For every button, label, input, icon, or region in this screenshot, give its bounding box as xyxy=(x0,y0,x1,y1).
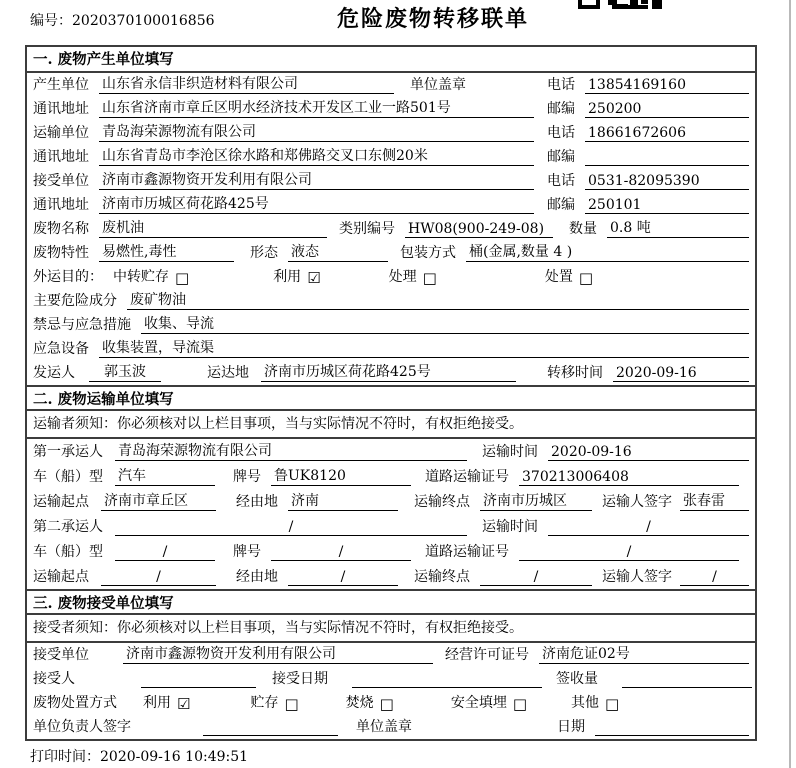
phone3-label: 电话 xyxy=(547,173,575,189)
utilize-label: 利用 xyxy=(273,269,302,285)
generator-label: 产生单位 xyxy=(33,77,89,93)
license-label: 经营许可证号 xyxy=(445,647,529,663)
hazard-component-label: 主要危险成分 xyxy=(33,293,117,309)
row-generator xyxy=(27,73,755,97)
transporter-value: 青岛海荣源物流有限公司 xyxy=(99,121,534,142)
row-outbound-purpose xyxy=(27,265,755,289)
disposal-utilize-checkbox-checked: ☑ xyxy=(177,695,191,713)
address2-value: 山东省青岛市李沧区徐水路和郑佛路交叉口东侧20米 xyxy=(99,145,534,166)
row-vehicle1 xyxy=(27,464,755,489)
via1-value: 济南 xyxy=(288,490,398,511)
row-receiver xyxy=(27,169,755,193)
zip3-label: 邮编 xyxy=(547,197,575,213)
address3-value: 济南市历城区荷花路425号 xyxy=(99,193,534,214)
zip1-value: 250200 xyxy=(585,101,749,118)
disposal-option-landfill xyxy=(451,692,527,712)
plate1-value: 鲁UK8120 xyxy=(271,465,411,486)
via1-label: 经由地 xyxy=(236,494,278,510)
row-receiving-unit xyxy=(27,643,755,667)
address2-label: 通讯地址 xyxy=(33,149,89,165)
disposal-other-checkbox: □ xyxy=(605,695,620,713)
row-hazard-component xyxy=(27,289,755,313)
transport-time2-value: / xyxy=(548,519,749,536)
row-disposal-method xyxy=(27,691,755,715)
print-time-label: 打印时间： xyxy=(30,749,100,765)
origin2-value: / xyxy=(101,569,216,586)
plate2-label: 牌号 xyxy=(233,544,261,560)
disposal-method-label: 废物处置方式 xyxy=(33,695,117,711)
row-shipper xyxy=(27,361,755,385)
row-waste-character xyxy=(27,241,755,265)
receiver-notice: 接受者须知：你必须核对以上栏目事项，当与实际情况不符时，有权拒绝接受。 xyxy=(27,615,755,643)
disposal-landfill-checkbox: □ xyxy=(512,695,528,713)
row-transporter-address xyxy=(27,145,755,169)
qr-code-fragment xyxy=(578,0,662,9)
quantity-value: 0.8 吨 xyxy=(607,217,749,238)
address3-label: 通讯地址 xyxy=(33,197,89,213)
disposal-incinerate-label: 焚烧 xyxy=(345,695,374,711)
form-state-label: 形态 xyxy=(250,245,278,261)
disposal-option-storage xyxy=(250,692,298,712)
vehicle-type2-value: / xyxy=(115,544,215,561)
emergency-equipment-label: 应急设备 xyxy=(33,341,89,357)
unit-seal2-label: 单位盖章 xyxy=(356,719,412,735)
purpose-label: 外运目的： xyxy=(33,269,103,285)
vehicle-type1-value: 汽车 xyxy=(115,465,215,486)
first-carrier-label: 第一承运人 xyxy=(33,444,103,460)
phone2-value: 18661672606 xyxy=(585,125,749,142)
row-route2 xyxy=(27,564,755,589)
document-header xyxy=(0,0,796,45)
waste-name-value: 废机油 xyxy=(99,217,327,238)
receive-date-value xyxy=(352,671,542,688)
unit-signer-label: 单位负责人签字 xyxy=(33,719,131,735)
disposal-option-other xyxy=(571,692,619,712)
dispose-checkbox: □ xyxy=(578,269,594,287)
transporter-notice: 运输者须知：你必须核对以上栏目事项，当与实际情况不符时，有权拒绝接受。 xyxy=(27,411,755,439)
packaging-value: 桶(金属,数量 4 ) xyxy=(466,241,749,262)
disposal-other-label: 其他 xyxy=(571,695,600,711)
endpoint2-value: / xyxy=(480,569,592,586)
plate2-value: / xyxy=(271,544,411,561)
zip2-value xyxy=(585,149,749,166)
transfer-storage-label: 中转贮存 xyxy=(113,269,169,285)
origin1-label: 运输起点 xyxy=(33,494,89,510)
section1-title: 一. 废物产生单位填写 xyxy=(27,47,755,73)
taboo-measures-label: 禁忌与应急措施 xyxy=(33,317,131,333)
carrier-sign1-label: 运输人签字 xyxy=(602,494,672,510)
vehicle-type2-label: 车（船）型 xyxy=(33,544,103,560)
via2-value: / xyxy=(288,569,398,586)
utilize-checkbox-checked: ☑ xyxy=(307,269,321,287)
origin1-value: 济南市章丘区 xyxy=(101,490,216,511)
generator-value: 山东省永信非织造材料有限公司 xyxy=(99,73,394,94)
transfer-time-label: 转移时间 xyxy=(547,365,603,381)
print-time-value: 2020-09-16 10:49:51 xyxy=(100,749,249,765)
date-label: 日期 xyxy=(557,719,585,735)
page-right-border xyxy=(789,0,791,768)
destination-label: 运达地 xyxy=(207,365,249,381)
transport-time1-label: 运输时间 xyxy=(482,444,538,460)
row-unit-signature xyxy=(27,715,755,739)
address1-value: 山东省济南市章丘区明水经济技术开发区工业一路501号 xyxy=(99,97,534,118)
recipient-label: 接受人 xyxy=(33,671,75,687)
signed-amount-label: 签收量 xyxy=(556,671,598,687)
receive-date-label: 接受日期 xyxy=(272,671,328,687)
first-carrier-value: 青岛海荣源物流有限公司 xyxy=(115,440,467,461)
road-permit1-value: 370213006408 xyxy=(519,469,739,486)
disposal-option-utilize xyxy=(143,692,190,712)
endpoint1-label: 运输终点 xyxy=(414,494,470,510)
unit-signer-value xyxy=(203,719,338,736)
treat-checkbox: □ xyxy=(422,269,437,287)
row-first-carrier xyxy=(27,439,755,464)
endpoint2-label: 运输终点 xyxy=(414,569,470,585)
transfer-storage-checkbox: □ xyxy=(175,269,190,287)
row-generator-address xyxy=(27,97,755,121)
row-vehicle2 xyxy=(27,539,755,564)
transport-time1-value: 2020-09-16 xyxy=(548,444,749,461)
transport-time2-label: 运输时间 xyxy=(482,519,538,535)
destination-value: 济南市历城区荷花路425号 xyxy=(261,361,516,382)
waste-character-value: 易燃性,毒性 xyxy=(99,241,234,262)
license-value: 济南危证02号 xyxy=(539,643,749,664)
section3-title: 三. 废物接受单位填写 xyxy=(27,589,755,615)
carrier-sign2-value: / xyxy=(680,569,749,586)
doc-number-label: 编号： xyxy=(30,13,72,29)
page-title: 危险废物转移联单 xyxy=(336,6,529,32)
shipper-label: 发运人 xyxy=(33,365,75,381)
row-recipient xyxy=(27,667,755,691)
hazard-component-value: 废矿物油 xyxy=(127,289,749,310)
endpoint1-value: 济南市历城区 xyxy=(480,490,592,511)
zip2-label: 邮编 xyxy=(547,149,575,165)
form-state-value: 液态 xyxy=(288,241,388,262)
carrier-sign2-label: 运输人签字 xyxy=(602,569,672,585)
second-carrier-value: / xyxy=(115,519,467,536)
dispose-label: 处置 xyxy=(544,269,573,285)
disposal-incinerate-checkbox: □ xyxy=(379,695,394,713)
road-permit2-value: / xyxy=(519,544,739,561)
receiver-label: 接受单位 xyxy=(33,173,89,189)
waste-name-label: 废物名称 xyxy=(33,221,89,237)
phone2-label: 电话 xyxy=(547,125,575,141)
receiver-value: 济南市鑫源物资开发利用有限公司 xyxy=(99,169,534,190)
row-transporter xyxy=(27,121,755,145)
zip1-label: 邮编 xyxy=(547,101,575,117)
waste-character-label: 废物特性 xyxy=(33,245,89,261)
carrier-sign1-value: 张春雷 xyxy=(680,490,749,511)
row-second-carrier xyxy=(27,514,755,539)
phone3-value: 0531-82095390 xyxy=(585,173,749,190)
transfer-time-value: 2020-09-16 xyxy=(613,365,749,382)
zip3-value: 250101 xyxy=(585,197,749,214)
receiving-unit-value: 济南市鑫源物资开发利用有限公司 xyxy=(123,643,433,664)
via2-label: 经由地 xyxy=(236,569,278,585)
road-permit2-label: 道路运输证号 xyxy=(425,544,509,560)
row-receiver-address xyxy=(27,193,755,217)
receiving-unit-label: 接受单位 xyxy=(33,647,89,663)
row-route1 xyxy=(27,489,755,514)
transfer-form xyxy=(25,45,757,741)
second-carrier-label: 第二承运人 xyxy=(33,519,103,535)
quantity-label: 数量 xyxy=(569,221,597,237)
signed-amount-value xyxy=(622,671,752,688)
row-waste-name xyxy=(27,217,755,241)
recipient-value xyxy=(141,671,256,688)
row-emergency-equipment xyxy=(27,337,755,361)
row-taboo-measures xyxy=(27,313,755,337)
origin2-label: 运输起点 xyxy=(33,569,89,585)
phone1-label: 电话 xyxy=(547,77,575,93)
disposal-storage-label: 贮存 xyxy=(250,695,279,711)
purpose-option-dispose xyxy=(545,266,593,286)
disposal-utilize-label: 利用 xyxy=(143,695,171,711)
shipper-value: 郭玉波 xyxy=(89,361,161,382)
taboo-measures-value: 收集、导流 xyxy=(141,313,749,334)
treat-label: 处理 xyxy=(388,269,417,285)
date-value xyxy=(595,719,749,736)
address1-label: 通讯地址 xyxy=(33,101,89,117)
disposal-landfill-label: 安全填埋 xyxy=(450,695,507,711)
purpose-option-transfer-storage xyxy=(113,266,189,286)
section2-title: 二. 废物运输单位填写 xyxy=(27,385,755,411)
print-time xyxy=(30,746,248,766)
disposal-option-incinerate xyxy=(346,692,394,712)
emergency-equipment-value: 收集装置，导流渠 xyxy=(99,337,749,358)
phone1-value: 13854169160 xyxy=(585,77,749,94)
category-code-label: 类别编号 xyxy=(339,221,395,237)
plate1-label: 牌号 xyxy=(233,469,261,485)
vehicle-type1-label: 车（船）型 xyxy=(33,469,103,485)
transporter-label: 运输单位 xyxy=(33,125,89,141)
purpose-option-treat xyxy=(389,266,437,286)
packaging-label: 包装方式 xyxy=(400,245,456,261)
disposal-storage-checkbox: □ xyxy=(284,695,299,713)
purpose-option-utilize xyxy=(273,266,320,286)
category-code-value: HW08(900-249-08) xyxy=(405,221,553,238)
road-permit1-label: 道路运输证号 xyxy=(425,469,509,485)
unit-seal-label: 单位盖章 xyxy=(410,77,466,93)
doc-number-value: 2020370100016856 xyxy=(72,13,215,29)
